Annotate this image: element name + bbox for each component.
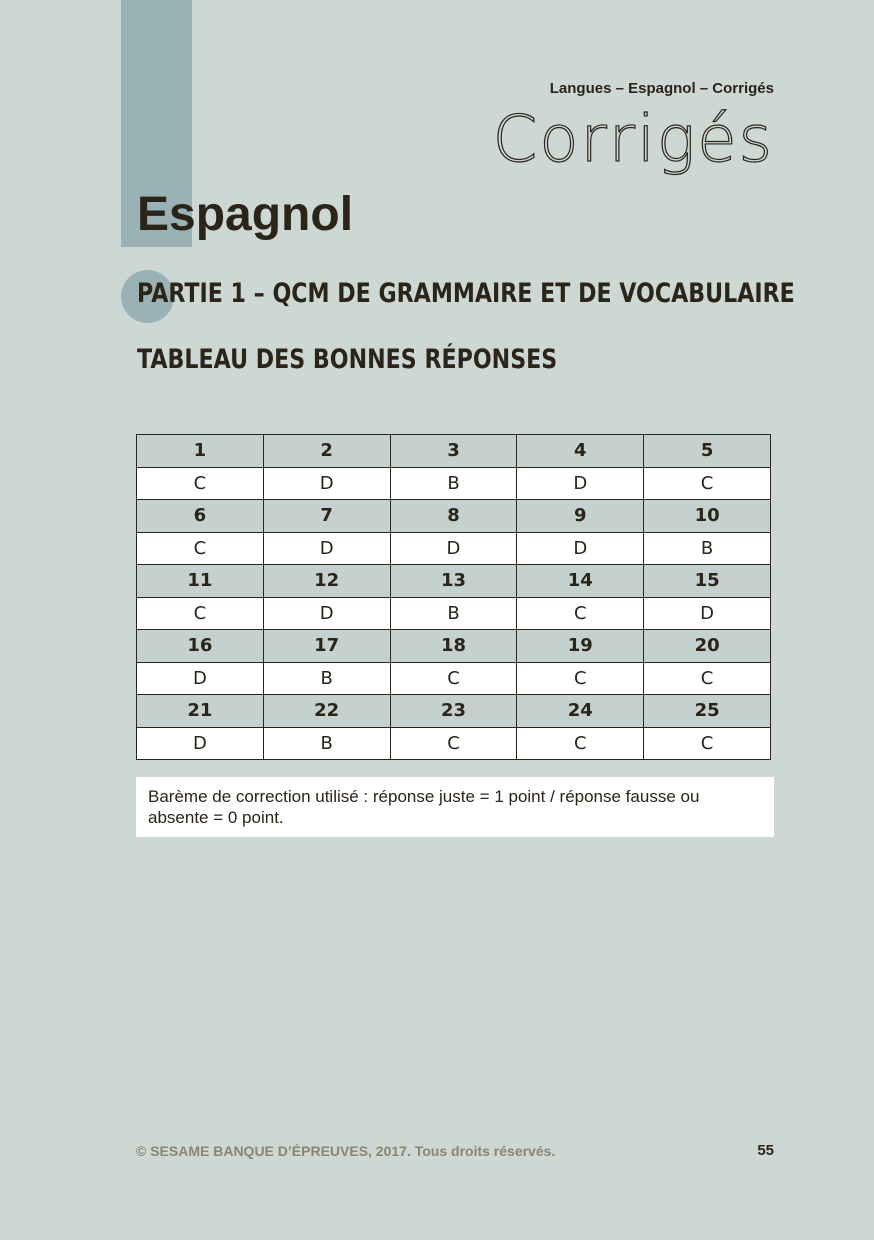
question-number: 13: [390, 565, 517, 598]
question-number: 18: [390, 630, 517, 663]
table-heading: TABLEAU DES BONNES RÉPONSES: [137, 344, 558, 375]
part-heading: PARTIE 1 – QCM DE GRAMMAIRE ET DE VOCABULAIRE: [137, 278, 795, 309]
question-number: 24: [517, 695, 644, 728]
question-number: 23: [390, 695, 517, 728]
question-number: 22: [263, 695, 390, 728]
answers-table: [136, 434, 771, 760]
question-number: 17: [263, 630, 390, 663]
question-number: 15: [644, 565, 771, 598]
question-number: 5: [644, 435, 771, 468]
answer-cell: B: [263, 727, 390, 760]
question-number: 19: [517, 630, 644, 663]
question-number: 25: [644, 695, 771, 728]
answer-cell: C: [137, 532, 264, 565]
question-number: 20: [644, 630, 771, 663]
question-number-row: [137, 435, 771, 468]
answer-cell: C: [517, 727, 644, 760]
question-number: 21: [137, 695, 264, 728]
answer-row: [137, 727, 771, 760]
answer-cell: B: [390, 597, 517, 630]
question-number: 10: [644, 500, 771, 533]
question-number: 1: [137, 435, 264, 468]
question-number: 8: [390, 500, 517, 533]
answer-cell: C: [644, 467, 771, 500]
answer-cell: D: [137, 727, 264, 760]
answer-row: [137, 662, 771, 695]
question-number: 3: [390, 435, 517, 468]
question-number-row: [137, 695, 771, 728]
page-number: 55: [757, 1142, 774, 1159]
answer-cell: D: [517, 532, 644, 565]
answer-cell: D: [644, 597, 771, 630]
question-number: 16: [137, 630, 264, 663]
question-number-row: [137, 630, 771, 663]
section-title: Corrigés: [492, 103, 774, 177]
answer-row: [137, 467, 771, 500]
question-number-row: [137, 500, 771, 533]
footer-copyright: © SESAME BANQUE D’ÉPREUVES, 2017. Tous droits réservés.: [136, 1143, 556, 1159]
breadcrumb: Langues – Espagnol – Corrigés: [549, 80, 774, 97]
scoring-note: Barème de correction utilisé : réponse juste = 1 point / réponse fausse ou absente = 0 point.: [136, 777, 774, 837]
answer-cell: B: [263, 662, 390, 695]
answer-cell: D: [390, 532, 517, 565]
question-number: 7: [263, 500, 390, 533]
answer-cell: D: [263, 467, 390, 500]
answer-cell: C: [517, 662, 644, 695]
answer-cell: B: [390, 467, 517, 500]
question-number: 14: [517, 565, 644, 598]
answer-cell: C: [644, 727, 771, 760]
answer-cell: D: [517, 467, 644, 500]
answer-cell: B: [644, 532, 771, 565]
page-title: Espagnol: [137, 188, 354, 241]
answer-cell: D: [263, 597, 390, 630]
question-number: 9: [517, 500, 644, 533]
answer-cell: D: [137, 662, 264, 695]
answer-cell: C: [390, 727, 517, 760]
answer-cell: C: [517, 597, 644, 630]
answer-cell: D: [263, 532, 390, 565]
question-number: 4: [517, 435, 644, 468]
answer-row: [137, 532, 771, 565]
answer-cell: C: [644, 662, 771, 695]
answer-cell: C: [390, 662, 517, 695]
question-number-row: [137, 565, 771, 598]
question-number: 11: [137, 565, 264, 598]
answer-cell: C: [137, 467, 264, 500]
answer-cell: C: [137, 597, 264, 630]
answer-row: [137, 597, 771, 630]
question-number: 2: [263, 435, 390, 468]
question-number: 12: [263, 565, 390, 598]
question-number: 6: [137, 500, 264, 533]
